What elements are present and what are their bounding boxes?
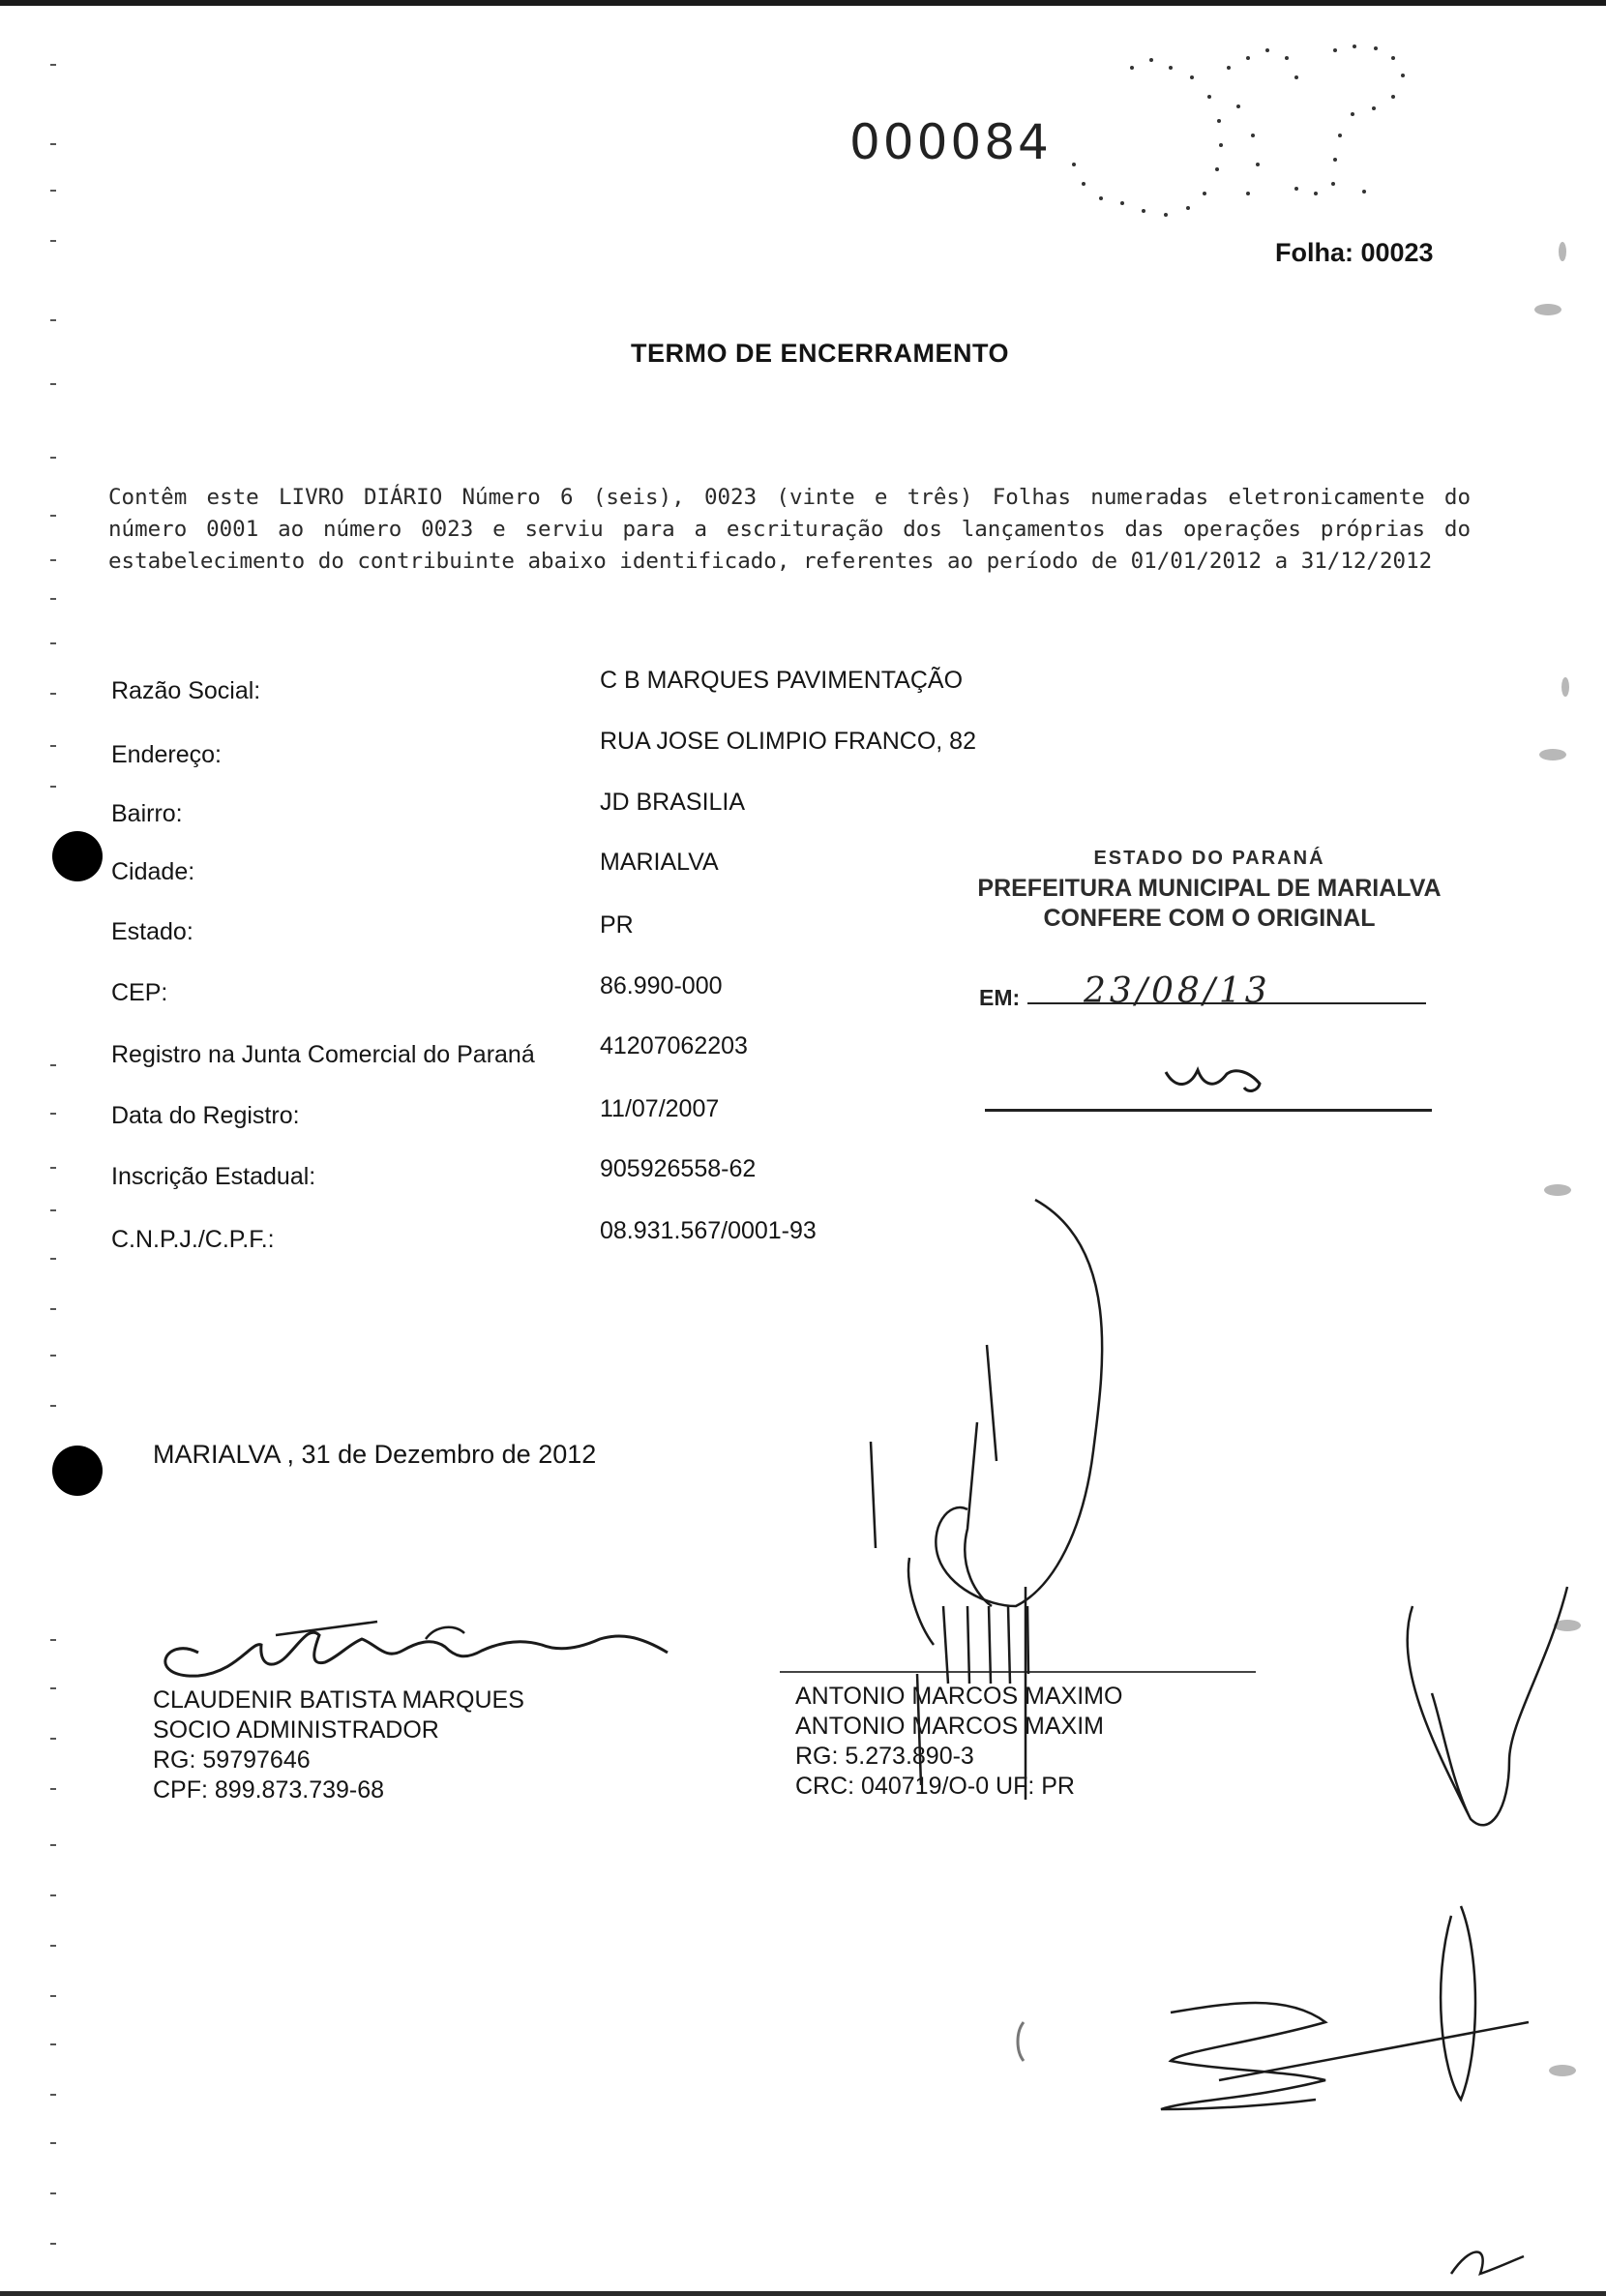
- signatory-right-block: [795, 1682, 1122, 1802]
- field-value-endereco: RUA JOSE OLIMPIO FRANCO, 82: [600, 728, 976, 755]
- field-value-estado: PR: [600, 911, 634, 939]
- perforation-marks: [1072, 45, 1405, 217]
- page-top-edge: [0, 0, 1606, 6]
- signatory-right-name: ANTONIO MARCOS MAXIMO: [795, 1683, 1123, 1710]
- stamp-line-state: ESTADO DO PARANÁ: [1093, 848, 1325, 869]
- signatory-left-block: [153, 1685, 524, 1805]
- margin-rubric-3: [1161, 2003, 1529, 2109]
- field-value-cidade: MARIALVA: [600, 849, 719, 876]
- page-bottom-edge: [0, 2291, 1606, 2296]
- field-value-bairro: JD BRASILIA: [600, 789, 746, 816]
- stamp-date: 23/08/13: [1084, 971, 1271, 1011]
- field-label-registro-junta: Registro na Junta Comercial do Paraná: [111, 1041, 535, 1068]
- stamp-signature-line: [985, 1109, 1432, 1112]
- body-paragraph: Contêm este LIVRO DIÁRIO Número 6 (seis), 0023 (vinte e três) Folhas numeradas eletronicamente do número 0001 ao número 0023 e serviu para a escrituração dos lançamentos das operações próprias do estabelecimento do contribuinte abaixo identificado, referentes ao período de 01/01/2012 a 31/12/2012: [108, 485, 1471, 574]
- binding-margin-marks: [0, 0, 116, 2296]
- field-value-data-registro: 11/07/2007: [600, 1095, 720, 1122]
- signatory-right-line: [780, 1671, 1256, 1673]
- signatory-left-name: CLAUDENIR BATISTA MARQUES: [153, 1686, 524, 1714]
- margin-rubric-2: [1441, 1906, 1475, 2100]
- folha-number: Folha: 00023: [1275, 238, 1434, 267]
- place-and-date: MARIALVA , 31 de Dezembro de 2012: [153, 1440, 597, 1469]
- signatory-right-rg: RG: 5.273.890-3: [795, 1743, 974, 1770]
- stamp-line-prefeitura: PREFEITURA MUNICIPAL DE MARIALVA: [977, 875, 1442, 902]
- document-title: TERMO DE ENCERRAMENTO: [631, 339, 1010, 368]
- stamp-em-label: EM:: [979, 985, 1021, 1010]
- margin-rubric-4: [1451, 2252, 1524, 2275]
- signatory-left-role: SOCIO ADMINISTRADOR: [153, 1716, 439, 1744]
- signature-left-scribble: [165, 1632, 668, 1676]
- field-label-data-registro: Data do Registro:: [111, 1102, 300, 1129]
- signatory-right-crc: CRC: 040719/O-0 UF: PR: [795, 1773, 1075, 1800]
- field-value-inscricao-estadual: 905926558-62: [600, 1155, 757, 1182]
- signatory-right-name-repeat: ANTONIO MARCOS MAXIM: [795, 1713, 1105, 1740]
- field-label-inscricao-estadual: Inscrição Estadual:: [111, 1163, 316, 1190]
- field-label-endereco: Endereço:: [111, 741, 222, 768]
- signatory-left-rg: RG: 59797646: [153, 1746, 311, 1774]
- field-label-cep: CEP:: [111, 979, 168, 1006]
- field-label-cidade: Cidade:: [111, 858, 195, 885]
- margin-rubric-1: [1408, 1587, 1567, 1825]
- field-label-cnpj: C.N.P.J./C.P.F.:: [111, 1226, 275, 1253]
- document-number: 000084: [849, 114, 1052, 170]
- signature-right-loop: [936, 1200, 1102, 1606]
- field-label-estado: Estado:: [111, 918, 193, 945]
- field-label-bairro: Bairro:: [111, 800, 183, 827]
- stamp-signature-scribble: [1166, 1070, 1260, 1090]
- field-value-cep: 86.990-000: [600, 972, 723, 999]
- signatory-left-cpf: CPF: 899.873.739-68: [153, 1776, 385, 1804]
- field-value-razao-social: C B MARQUES PAVIMENTAÇÃO: [600, 667, 964, 694]
- certification-stamp: [967, 844, 1451, 934]
- field-value-cnpj: 08.931.567/0001-93: [600, 1217, 817, 1244]
- field-value-registro-junta: 41207062203: [600, 1032, 748, 1059]
- stamp-line-confere: CONFERE COM O ORIGINAL: [1043, 905, 1376, 932]
- field-label-razao-social: Razão Social:: [111, 677, 261, 704]
